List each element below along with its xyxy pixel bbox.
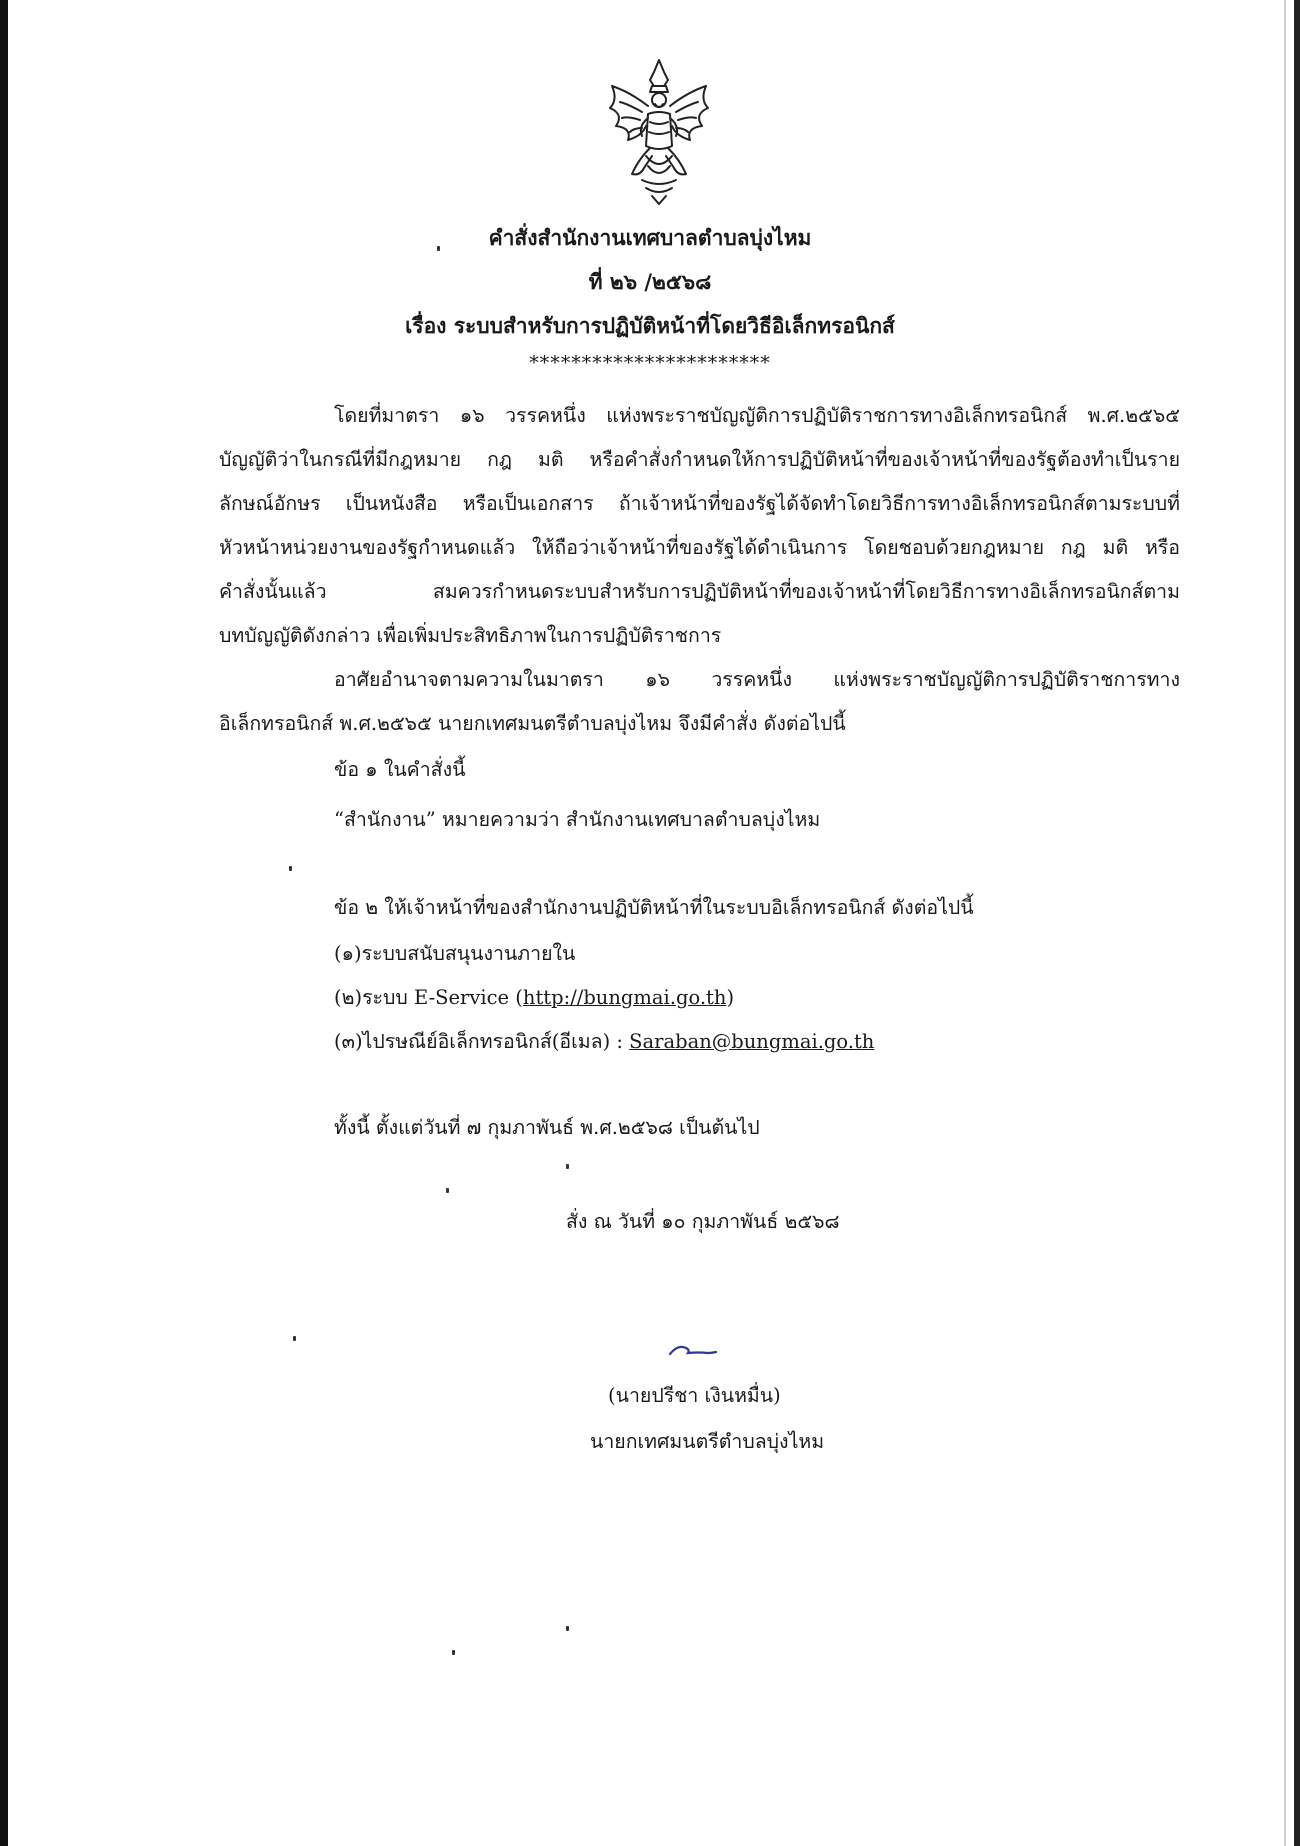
signer-position: นายกเทศมนตรีตำบลบุ่งไหม (590, 1430, 825, 1453)
clause2-item-3 (334, 1026, 874, 1057)
para1-line-4: หัวหน้าหน่วยงานของรัฐกำหนดแล้ว ให้ถือว่าเจ้าหน้าที่ของรัฐได้ดำเนินการ โดยชอบด้วยกฎหมาย กฎ มติ หรือ (219, 536, 1180, 559)
scan-speck (566, 1164, 569, 1169)
signature-mark (668, 1340, 718, 1360)
para1-line-2: บัญญัติว่าในกรณีที่มีกฎหมาย กฎ มติ หรือคำสั่งกำหนดให้การปฏิบัติหน้าที่ของเจ้าหน้าที่ของรัฐต้องทำเป็นราย (219, 448, 1180, 471)
item2-suffix: ) (726, 986, 735, 1009)
order-number: ที่ ๒๖ /๒๕๖๘ (588, 269, 712, 294)
scan-speck (452, 1650, 455, 1655)
separator-stars: *********************** (529, 352, 771, 374)
signer-name: (นายปรีชา เงินหมื่น) (608, 1384, 781, 1407)
clause1-title: ข้อ ๑ ในคำสั่งนี้ (334, 758, 466, 781)
scan-speck (446, 1188, 449, 1193)
scan-speck (437, 246, 440, 251)
para1-line-5: คำสั่งนั้นแล้ว สมควรกำหนดระบบสำหรับการปฏิบัติหน้าที่ของเจ้าหน้าที่โดยวิธีการทางอิเล็กทรอนิกส์ตาม (219, 580, 1180, 603)
garuda-emblem-icon (602, 56, 716, 206)
para1-line-6: บทบัญญัติดังกล่าว เพื่อเพิ่มประสิทธิภาพในการปฏิบัติราชการ (219, 624, 722, 647)
order-subject: เรื่อง ระบบสำหรับการปฏิบัติหน้าที่โดยวิธีอิเล็กทรอนิกส์ (405, 313, 895, 338)
clause1-definition: “สำนักงาน” หมายความว่า สำนักงานเทศบาลตำบลบุ่งไหม (334, 808, 821, 831)
scan-speck (289, 866, 292, 871)
order-title: คำสั่งสำนักงานเทศบาลตำบลบุ่งไหม (488, 225, 812, 250)
effective-date: ทั้งนี้ ตั้งแต่วันที่ ๗ กุมภาพันธ์ พ.ศ.๒๕๖๘ เป็นต้นไป (334, 1116, 760, 1139)
para2-line-1: อาศัยอำนาจตามความในมาตรา ๑๖ วรรคหนึ่ง แห่งพระราชบัญญัติการปฏิบัติราชการทาง (334, 668, 1180, 691)
scan-speck (566, 1626, 569, 1631)
scan-speck (293, 1336, 296, 1341)
email-link[interactable]: Saraban@bungmai.go.th (629, 1030, 875, 1053)
clause2-item-2 (334, 982, 734, 1013)
item3-prefix: (๓)ไปรษณีย์อิเล็กทรอนิกส์(อีเมล) : (334, 1030, 630, 1053)
para1-line-3: ลักษณ์อักษร เป็นหนังสือ หรือเป็นเอกสาร ถ้าเจ้าหน้าที่ของรัฐได้จัดทำโดยวิธีการทางอิเล็กทรอนิกส์ตามระบบที่ (219, 492, 1180, 515)
para1-line-1: โดยที่มาตรา ๑๖ วรรคหนึ่ง แห่งพระราชบัญญัติการปฏิบัติราชการทางอิเล็กทรอนิกส์ พ.ศ.๒๕๖๕ (334, 404, 1180, 427)
ordered-date: สั่ง ณ วันที่ ๑๐ กุมภาพันธ์ ๒๕๖๘ (566, 1210, 840, 1233)
clause2-item-1: (๑)ระบบสนับสนุนงานภายใน (334, 942, 576, 965)
clause2-title: ข้อ ๒ ให้เจ้าหน้าที่ของสำนักงานปฏิบัติหน้าที่ในระบบอิเล็กทรอนิกส์ ดังต่อไปนี้ (334, 896, 974, 919)
item2-prefix: (๒)ระบบ E-Service ( (334, 986, 523, 1009)
eservice-link[interactable]: http://bungmai.go.th (522, 986, 727, 1009)
para2-line-2: อิเล็กทรอนิกส์ พ.ศ.๒๕๖๕ นายกเทศมนตรีตำบลบุ่งไหม จึงมีคำสั่ง ดังต่อไปนี้ (219, 712, 846, 735)
